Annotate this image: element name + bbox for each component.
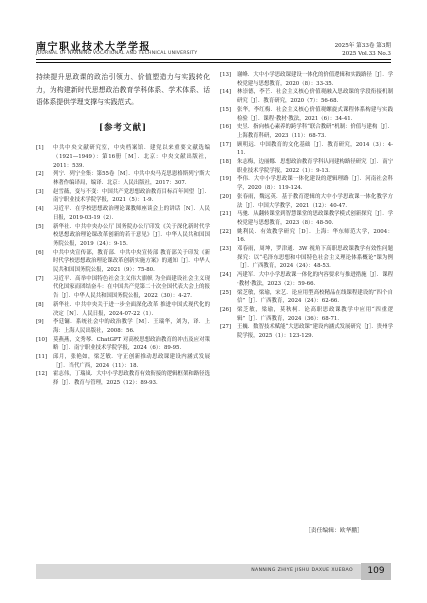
reference-entry xyxy=(220,88,393,105)
reference-entry xyxy=(220,141,393,158)
reference-entry xyxy=(220,306,393,323)
reference-number: [10] xyxy=(36,336,48,343)
page-number: 109 xyxy=(361,563,391,580)
reference-number: [5] xyxy=(36,223,44,230)
reference-number: [11] xyxy=(36,354,48,361)
reference-text: 马驰．从翻转课堂到智慧课堂的思政课教学模式创新探究［J］．学校党建与思想教育，2023（8）：48-50． xyxy=(237,211,393,226)
reference-text: 邱月，张艳如，梁芝敏．守正创新推动思政课建设内涵式发展［J］．当代广西，2024（11）：18． xyxy=(53,354,210,369)
reference-number: [20] xyxy=(220,193,232,200)
reference-text: 张春雨，魏远英．基于教育逻辑的大中小学思政课一体化教学方法［J］．中国大学教学，2021（12）：40-47． xyxy=(237,193,393,209)
journal-title-en: JOURNAL OF NANNING VOCATIONAL AND TECHNICAL UNIVERSITY xyxy=(36,51,198,56)
references-list-right xyxy=(220,71,393,341)
reference-number: [7] xyxy=(36,275,44,282)
reference-text: 史昱．指向核心素养的跨学科“联合教研”机制：价值与建构［J］．上海教育科研，2023（11）：68-73． xyxy=(237,124,393,139)
references-heading: [参考文献] xyxy=(98,122,148,133)
reference-entry xyxy=(220,106,393,123)
header-thick-rule xyxy=(36,59,391,60)
editor-note: ［责任编辑：欧华鹏］ xyxy=(305,528,363,534)
reference-number: [16] xyxy=(220,124,232,131)
reference-text: 林崇德，李芒．社会主义核心价值观融入思政课的学段衔接机制研究［J］．教育研究，2020（7）：56-68． xyxy=(237,89,393,105)
reference-text: 霍志伟，丁瑞岚．大中小学思政教育有效衔接的逻辑框架和路径选择［J］．教育与管理，2025（12）：89-93． xyxy=(53,371,210,387)
reference-entry xyxy=(36,336,210,353)
reference-number: [14] xyxy=(220,89,232,96)
reference-entry xyxy=(36,275,210,301)
issue-info-cn: 2025年 第33卷 第3期 xyxy=(334,43,391,49)
reference-text: 中共中央宣传部，教育部．中共中央宣传部 教育部关于印发《新时代学校思想政治理论课改革创新实施方案》的通知［J］．中华人民共和国国务院公报，2021（9）：75-80． xyxy=(53,249,210,274)
reference-number: [17] xyxy=(220,141,232,148)
reference-entry xyxy=(220,228,393,245)
reference-number: [24] xyxy=(220,272,232,279)
reference-number: [12] xyxy=(36,371,48,378)
reference-entry xyxy=(36,301,210,318)
reference-entry xyxy=(220,289,393,306)
reference-number: [9] xyxy=(36,319,44,326)
reference-entry xyxy=(220,193,393,210)
reference-text: 梁芝敏，梁瑜，宋艺．论应用型高校精品在线课程建设的“四个自信”［J］．广西教育，2024（24）：62-66． xyxy=(237,289,393,305)
reference-entry xyxy=(36,144,210,170)
reference-text: 顾明远．中国教育的文化基础［J］．教育研究，2014（3）：4-11． xyxy=(237,141,393,157)
reference-number: [22] xyxy=(220,228,232,235)
footer-journal-pinyin: NANNING ZHIYE JISHU DAXUE XUEBAO xyxy=(251,568,353,573)
reference-text: 列宁．列宁全集：第55卷［M］．中共中央马克思恩格斯列宁斯大林著作编译局，编译．北京：人民出版社，2017：307． xyxy=(53,171,210,187)
reference-number: [19] xyxy=(220,176,232,183)
reference-entry xyxy=(36,205,210,222)
reference-text: 中共中央文献研究室，中央档案馆．建党以来重要文献选编（1921—1949）：第16册［M］．北京：中央文献出版社，2011：539． xyxy=(53,145,210,169)
reference-number: [26] xyxy=(220,306,232,313)
reference-text: 朱志梅，边丽娜．思想政治教育学科认同建构路径研究［J］．南宁职业技术学院学报，2022（1）：9-13． xyxy=(237,159,393,174)
body-paragraph: 持续提升思政课的政治引领力、价值塑造力与实践转化力，为构建新时代思想政治教育学科体系、学术体系、话语体系提供学理支撑与实践范式。 xyxy=(36,73,210,106)
reference-entry xyxy=(220,245,393,271)
reference-number: [25] xyxy=(220,289,232,296)
reference-entry xyxy=(36,170,210,187)
reference-number: [2] xyxy=(36,171,44,178)
journal-title-cn: 南宁职业技术大学学报 xyxy=(36,42,151,53)
reference-number: [3] xyxy=(36,188,44,195)
reference-number: [23] xyxy=(220,246,232,253)
reference-entry xyxy=(220,175,393,192)
reference-entry xyxy=(36,318,210,335)
reference-entry xyxy=(220,323,393,340)
reference-number: [13] xyxy=(220,72,232,78)
reference-text: 姚利民．有效教学研究［D］．上海：华东师范大学，2004：16． xyxy=(237,228,393,244)
reference-text: 习近平．在学校思想政治理论课教师座谈会上的讲话［N］．人民日报，2019-03-19（2）． xyxy=(53,206,210,221)
reference-text: 张华，李红梅．社会主义核心价值观螺旋式课程体系构建与实践检验［J］．课程·教材·教法，2021（6）：34-41． xyxy=(237,106,393,122)
reference-entry xyxy=(220,158,393,175)
reference-text: 李伟．大中小学思政课一体化建设的逻辑理路［J］．河南社会科学，2020（8）：119-124． xyxy=(237,176,393,192)
reference-number: [15] xyxy=(220,106,232,113)
reference-entry xyxy=(36,370,210,387)
left-column xyxy=(36,71,210,388)
reference-number: [1] xyxy=(36,145,44,152)
reference-text: 李廷镛．系统社会中的政治教学［M］．王瑞华，刘为，译．上海：上海人民出版社，2008：56． xyxy=(53,319,210,334)
reference-text: 王巍．数智技术赋能“大思政课”建设内涵式发展研究［J］．贵州学院学报，2025（1）：123-129． xyxy=(237,324,393,340)
reference-entry xyxy=(220,71,393,88)
reference-number: [21] xyxy=(220,211,232,218)
reference-text: 莫燕燕，文秀琴．ChatGPT 对高校思想政治教育的冲击及应对策略［J］．南宁职业技术学院学报，2024（6）：89-95． xyxy=(53,336,210,352)
reference-text: 梁芝敏，梁瑜，莫秋柯．论高职思政课教学中应用“四重逻辑”［J］．广西教育，2024（36）：68-71． xyxy=(237,306,393,322)
reference-number: [27] xyxy=(220,324,232,331)
reference-entry xyxy=(36,223,210,249)
reference-text: 新华社．中共中央办公厅 国务院办公厅印发《关于深化新时代学校思想政治理论课改革创新的若干意见》［J］．中华人民共和国国务院公报，2019（24）：9-15． xyxy=(53,223,210,247)
header-thin-rule xyxy=(36,62,391,63)
reference-text: 冯建军．大中小学思政课一体化的内容要求与推进措施［J］．课程·教材·教法，2023（2）：59-66． xyxy=(237,272,393,287)
reference-entry xyxy=(220,210,393,227)
reference-entry xyxy=(220,271,393,288)
right-column xyxy=(220,71,393,341)
volume-info-en: 2025 Vol.33 No.3 xyxy=(342,51,391,57)
reference-text: 习近平．高举中国特色社会主义伟大旗帜 为全面建设社会主义现代化国家而团结奋斗：在中国共产党第二十次全国代表大会上的报告［J］．中华人民共和国国务院公报，2022（30）：4-27． xyxy=(53,275,210,300)
reference-entry xyxy=(220,123,393,140)
reference-number: [8] xyxy=(36,301,44,308)
reference-text: 新华社．中共中央关于进一步全面深化改革 推进中国式现代化的决定［N］．人民日报，2024-07-22（1）． xyxy=(53,301,210,317)
reference-entry xyxy=(36,188,210,205)
references-list-left xyxy=(36,144,210,388)
reference-text: 邓春雨，周坤，罗津通．3W 视角下高职思政课教学有效性问题探究：以“毛泽东思想和中国特色社会主义理论体系概论”课为例［J］．广西教育，2024（24）：48-53． xyxy=(237,246,393,270)
reference-entry xyxy=(36,353,210,370)
reference-entry xyxy=(36,249,210,275)
reference-number: [4] xyxy=(36,206,44,213)
reference-number: [6] xyxy=(36,249,44,256)
reference-text: 赵雪薇，变与不变：中国共产党思想政治教育目标百年回望［J］．南宁职业技术学院学报，2021（5）：1-9． xyxy=(53,188,210,204)
reference-text: 谢峰．大中小学思政课建设一体化的价值逻辑和实践路径［J］．学校党建与思想教育，2020（8）：33-35． xyxy=(237,72,393,87)
reference-number: [18] xyxy=(220,159,232,166)
